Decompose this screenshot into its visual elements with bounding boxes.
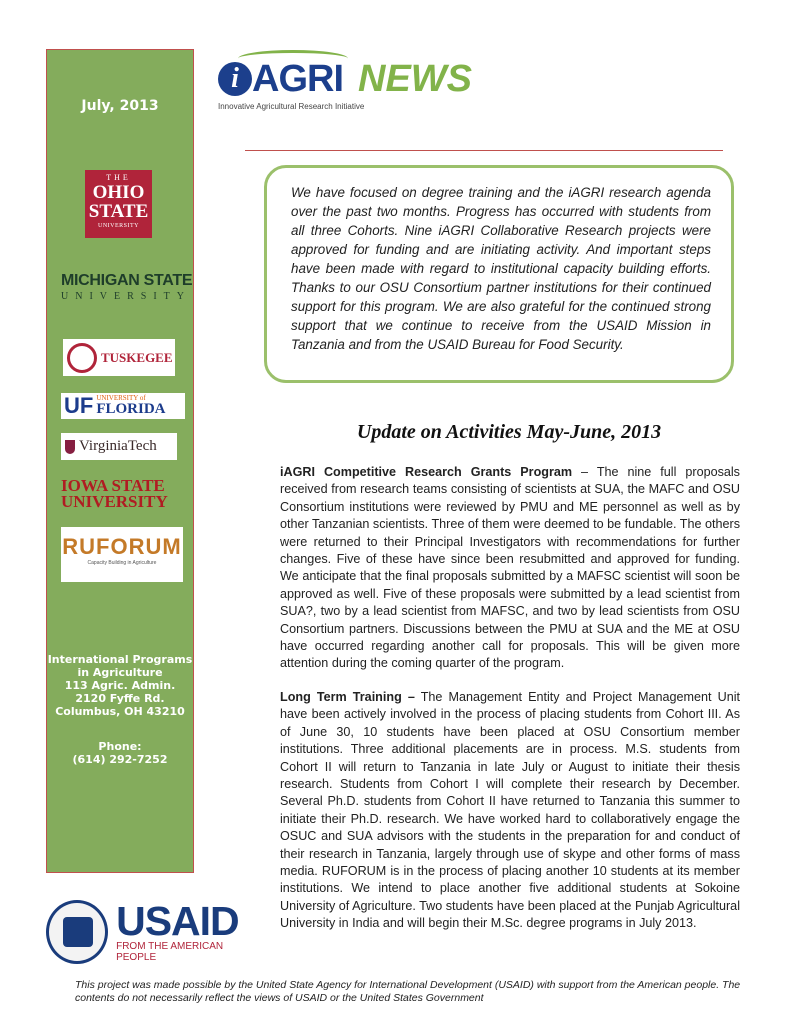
- training-body: The Management Entity and Project Management Unit have been actively involved in the process of placing students from Cohort III. As of June 30, 10 students have been placed at OSU Consortium member institutions. Three additional placements are in process. M.S. students from Cohort II will return to Tanzania in late July or August to initiate their thesis research. Students from Cohort I will complete their research by December. Several Ph.D. students from Cohort II have returned to Tanzania this summer to initiate their Ph.D. research. We have worked hard to collaboratively engage the OSUC and SUA advisors with the students in the preparation for and conduct of their research in Tanzania, largely through use of skype and other forms of mass media. RUFORUM is in the process of placing another 10 students at its member institutions. We intend to place another five additional students at Sokoine University of Agriculture. Two students have been placed at the Punjab Agricultural University in India and will begin their M.Sc. degree programs in July 2013.: [280, 690, 740, 931]
- logo-subtitle: Innovative Agricultural Research Initiative: [218, 102, 365, 111]
- sidebar: [46, 49, 194, 873]
- usaid-seal-icon: [46, 900, 108, 964]
- grants-paragraph: [280, 464, 740, 673]
- osu-university: UNIVERSITY: [98, 223, 139, 229]
- osu-name: OHIO STATE: [88, 182, 149, 222]
- usaid-name: USAID: [116, 898, 239, 944]
- footer-disclaimer: This project was made possible by the United State Agency for International Development (USAID) with support from the American people. The contents do not necessarily reflect the views of USAID or the United States Government: [75, 979, 741, 1004]
- tuskegee-logo: [63, 339, 175, 376]
- university-of-florida-logo: [61, 393, 185, 419]
- contact-address: International Programs in Agriculture 113 Agric. Admin. 2120 Fyffe Rd. Columbus, OH 43210: [47, 653, 193, 718]
- michigan-state-logo: [61, 272, 193, 302]
- ruforum-logo: [61, 527, 183, 582]
- logo-i: i: [218, 62, 252, 96]
- ruforum-name: RUFORUM: [62, 534, 182, 559]
- contact-phone: Phone: (614) 292-7252: [72, 740, 168, 766]
- intro-callout: [264, 165, 734, 383]
- virginia-tech-logo: [61, 433, 177, 460]
- msu-name: MICHIGAN STATE: [61, 272, 193, 289]
- intro-text: We have focused on degree training and the iAGRI research agenda over the past two months. Progress has occurred with students from all three Cohorts. Nine iAGRI Collaborative Research projects were approved for funding and are initiating activity. And important steps have been made with regard to institutional capacity building efforts. Thanks to our OSU Consortium partner institutions for their continued support for this program. We are also grateful for the continued strong support that we continue to receive from the USAID Mission in Tanzania and from the USAID Bureau for Food Security.: [291, 185, 711, 352]
- issue-date: July, 2013: [81, 98, 159, 114]
- iowa-state-logo: IOWA STATE UNIVERSITY: [61, 476, 168, 511]
- update-title: Update on Activities May-June, 2013: [356, 421, 662, 443]
- ohio-state-logo: [85, 170, 152, 238]
- tuskegee-name: TUSKEGEE: [101, 349, 173, 365]
- uf-name: FLORIDA: [96, 401, 166, 417]
- grants-body: – The nine full proposals received from research teams consisting of scientists at SUA, the MAFC and OSU Consortium institutions were reviewed by PMU and ME personnel as well as by other Tanzanian scientists. Three of them were deemed to be fundable. The others were returned to their Principal Investigators with recommendations for further changes. Five of these have since been resubmitted and approved for funding. We anticipate that the final proposals submitted by a MAFSC scientist will soon be approved as well. Five of these proposals were submitted by a lead scientist from SUA?, two by a lead scientist from MAFSC, and two by lead scientists from OSU Consortium partners. Discussions between the PMU at SUA and the ME at OSU have occurred regarding another call for proposals. This will be given more attention during the coming quarter of the program.: [280, 465, 740, 671]
- usaid-logo: [46, 897, 261, 967]
- osu-the: THE: [106, 173, 131, 182]
- training-paragraph: [280, 689, 740, 933]
- iagri-news-logo: [212, 56, 522, 120]
- usaid-tagline: FROM THE AMERICAN PEOPLE: [116, 941, 224, 963]
- logo-agri: AGRI: [252, 58, 343, 100]
- vt-name: VirginiaTech: [79, 438, 157, 454]
- logo-news: NEWS: [358, 58, 472, 100]
- vt-shield-icon: [65, 440, 75, 454]
- tuskegee-seal-icon: [67, 343, 97, 373]
- grants-heading: iAGRI Competitive Research Grants Program: [280, 465, 573, 479]
- header-divider: [245, 150, 723, 151]
- ruforum-tag: Capacity Building in Agriculture: [87, 560, 157, 566]
- msu-university: UNIVERSITY: [61, 291, 191, 302]
- training-heading: Long Term Training –: [280, 690, 415, 704]
- uf-mark: UF: [64, 393, 94, 418]
- uf-small: UNIVERSITY of: [96, 394, 146, 402]
